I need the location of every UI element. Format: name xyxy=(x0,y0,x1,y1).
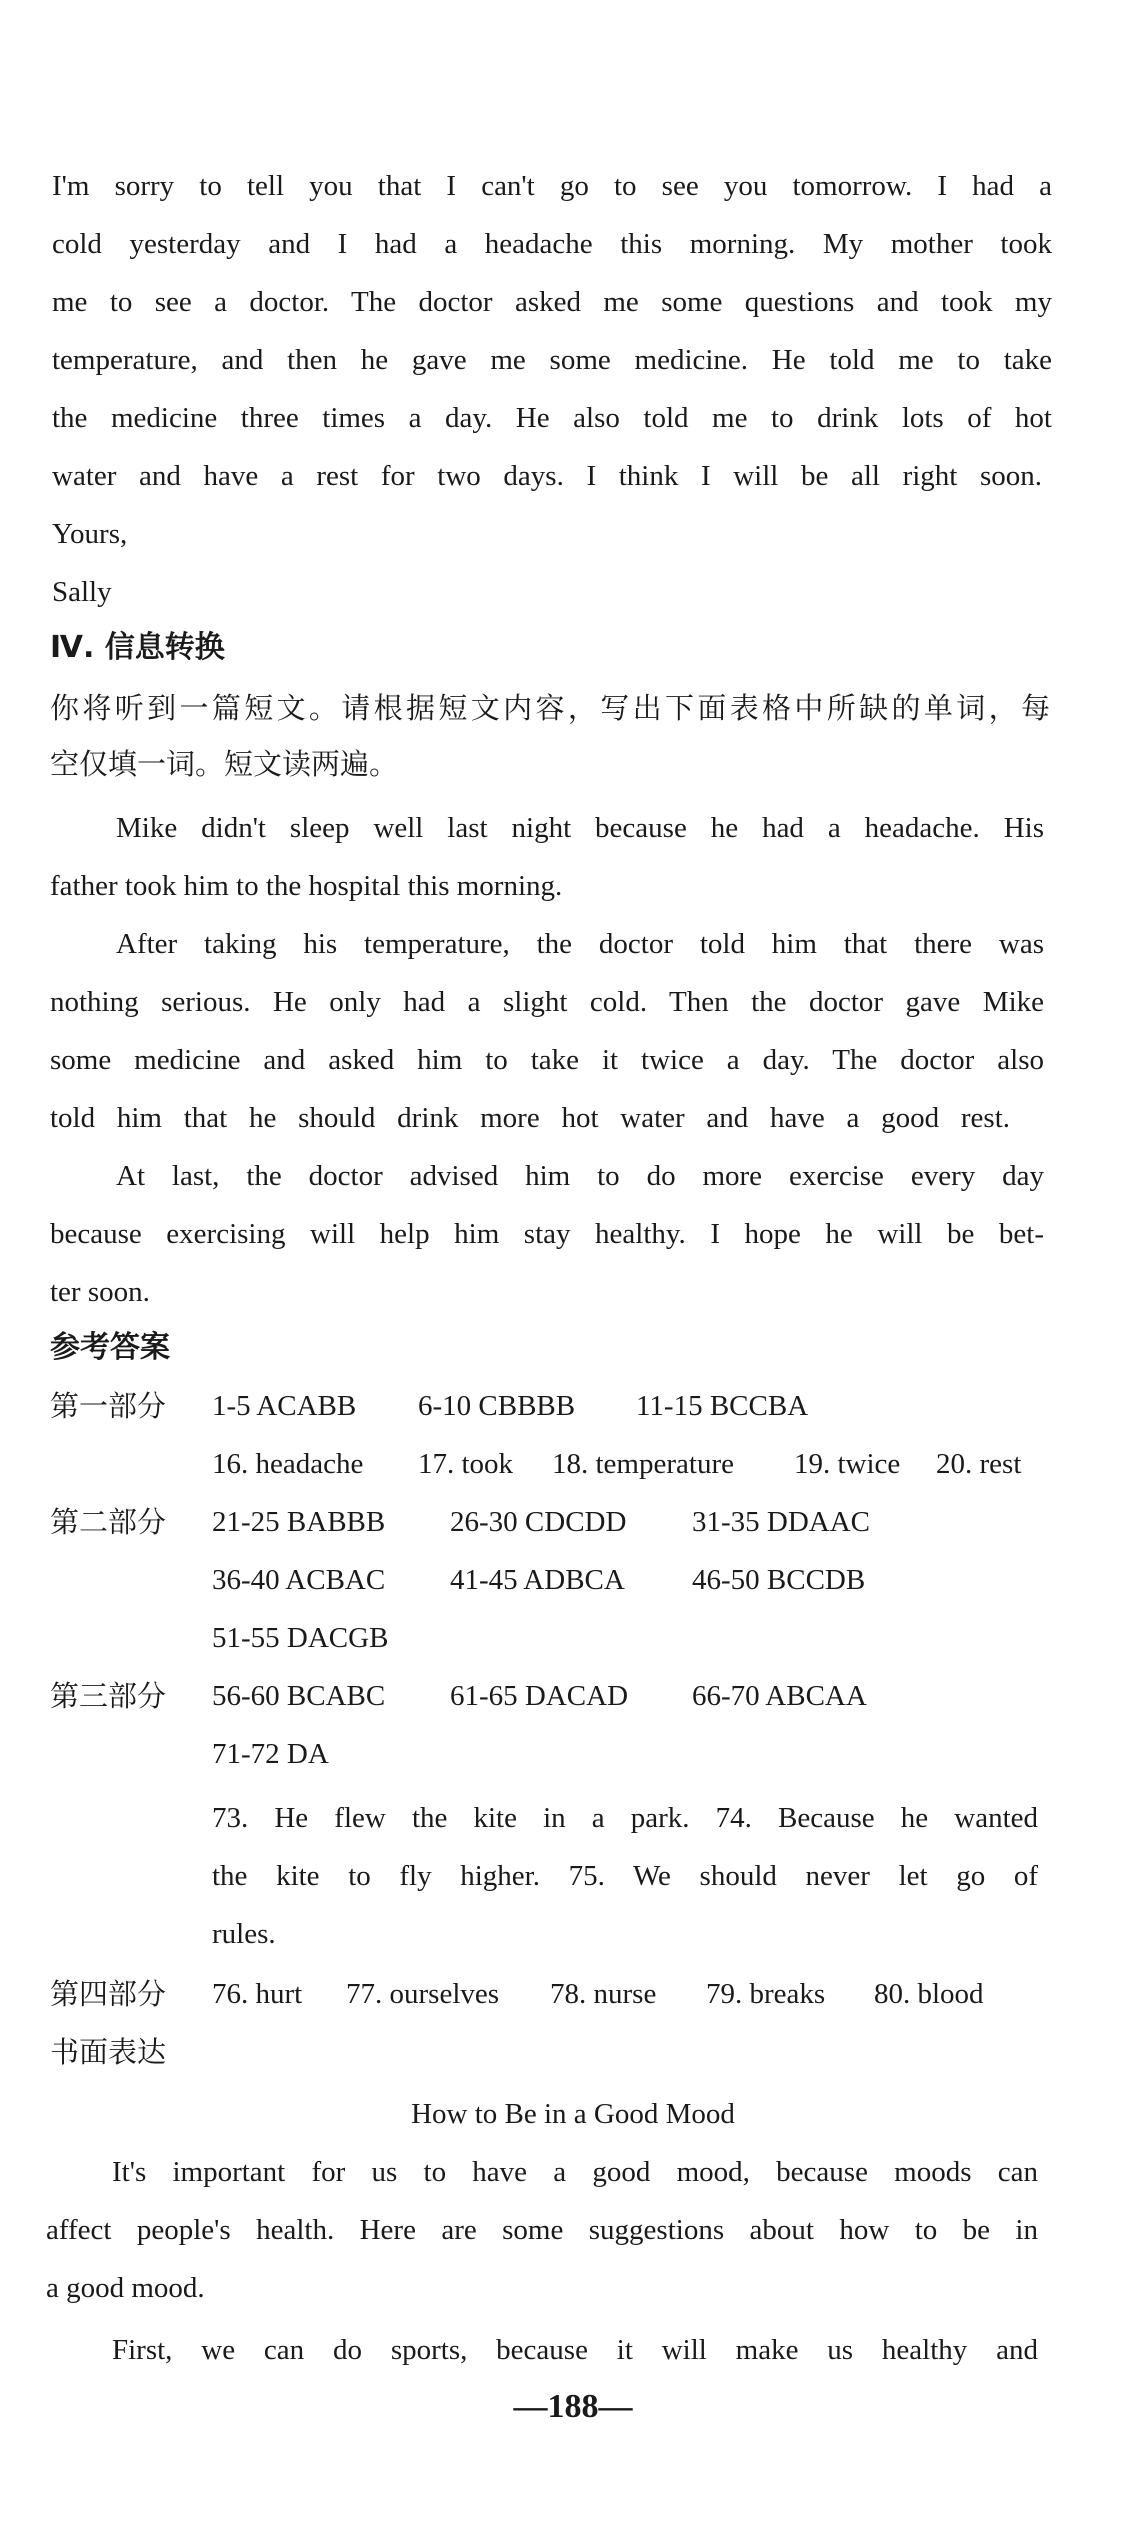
essay-line: affect people's health. Here are some suggestions about how to be in xyxy=(46,2214,1038,2246)
answer-item: 16. headache xyxy=(212,1448,364,1480)
answer-item: 76. hurt xyxy=(212,1978,303,2010)
part2-label: 第二部分 xyxy=(50,1505,167,1539)
passage-line: After taking his temperature, the doctor told him that there was xyxy=(116,928,1044,960)
passage-line: some medicine and asked him to take it twice a day. The doctor also xyxy=(50,1044,1044,1076)
essay-title: How to Be in a Good Mood xyxy=(411,2098,735,2130)
section-title: Ⅳ. 信息转换 xyxy=(50,630,225,665)
answer-item: 80. blood xyxy=(874,1978,984,2010)
answer-item: 20. rest xyxy=(936,1448,1022,1480)
answer-group: 71-72 DA xyxy=(212,1738,329,1770)
essay-line: It's important for us to have a good mood, because moods can xyxy=(112,2156,1038,2188)
part1-label: 第一部分 xyxy=(50,1389,167,1423)
answer-item: 17. took xyxy=(418,1448,514,1480)
answer-group: 46-50 BCCDB xyxy=(692,1564,866,1596)
letter-closing: Yours, xyxy=(52,518,128,550)
part4-label: 第四部分 xyxy=(50,1977,167,2011)
letter-line: temperature, and then he gave me some medicine. He told me to take xyxy=(52,344,1052,376)
answers-title: 参考答案 xyxy=(50,1330,170,1365)
letter-line: cold yesterday and I had a headache this morning. My mother took xyxy=(52,228,1052,260)
answer-item: 77. ourselves xyxy=(346,1978,500,2010)
answer-group: 21-25 BABBB xyxy=(212,1506,386,1538)
writing-label: 书面表达 xyxy=(50,2035,167,2069)
answer-group: 56-60 BCABC xyxy=(212,1680,386,1712)
passage-line: At last, the doctor advised him to do more exercise every day xyxy=(116,1160,1044,1192)
letter-line: the medicine three times a day. He also told me to drink lots of hot xyxy=(52,402,1052,434)
passage-line: because exercising will help him stay healthy. I hope he will be bet- xyxy=(50,1218,1044,1250)
answer-group: 6-10 CBBBB xyxy=(418,1390,576,1422)
essay-line: a good mood. xyxy=(46,2272,205,2304)
answer-item: 78. nurse xyxy=(550,1978,657,2010)
open-answer-line: the kite to fly higher. 75. We should never let go of xyxy=(212,1860,1038,1892)
passage-line: father took him to the hospital this morning. xyxy=(50,870,563,902)
answer-item: 19. twice xyxy=(794,1448,901,1480)
essay-line: First, we can do sports, because it will make us healthy and xyxy=(112,2334,1038,2366)
letter-line: me to see a doctor. The doctor asked me some questions and took my xyxy=(52,286,1052,318)
open-answer-line: 73. He flew the kite in a park. 74. Because he wanted xyxy=(212,1802,1038,1834)
part3-label: 第三部分 xyxy=(50,1679,167,1713)
answer-item: 18. temperature xyxy=(552,1448,734,1480)
passage-line: ter soon. xyxy=(50,1276,150,1308)
answer-group: 51-55 DACGB xyxy=(212,1622,389,1654)
passage-line: told him that he should drink more hot water and have a good rest. xyxy=(50,1102,1010,1134)
answer-group: 66-70 ABCAA xyxy=(692,1680,867,1712)
letter-line: I'm sorry to tell you that I can't go to see you tomorrow. I had a xyxy=(52,170,1052,202)
answer-group: 1-5 ACABB xyxy=(212,1390,357,1422)
answer-item: 79. breaks xyxy=(706,1978,826,2010)
answer-group: 41-45 ADBCA xyxy=(450,1564,625,1596)
instruction-line: 空仅填一词。短文读两遍。 xyxy=(50,747,399,781)
answer-group: 36-40 ACBAC xyxy=(212,1564,386,1596)
open-answer-line: rules. xyxy=(212,1918,276,1950)
letter-line: water and have a rest for two days. I think I will be all right soon. xyxy=(52,460,1042,492)
instruction-line: 你将听到一篇短文。请根据短文内容，写出下面表格中所缺的单词，每 xyxy=(50,691,1050,725)
letter-signature: Sally xyxy=(52,576,112,608)
passage-line: Mike didn't sleep well last night because he had a headache. His xyxy=(116,812,1044,844)
answer-group: 26-30 CDCDD xyxy=(450,1506,627,1538)
passage-line: nothing serious. He only had a slight cold. Then the doctor gave Mike xyxy=(50,986,1044,1018)
answer-group: 61-65 DACAD xyxy=(450,1680,629,1712)
page-number: —188— xyxy=(513,2388,633,2425)
answer-group: 31-35 DDAAC xyxy=(692,1506,871,1538)
answer-group: 11-15 BCCBA xyxy=(636,1390,809,1422)
